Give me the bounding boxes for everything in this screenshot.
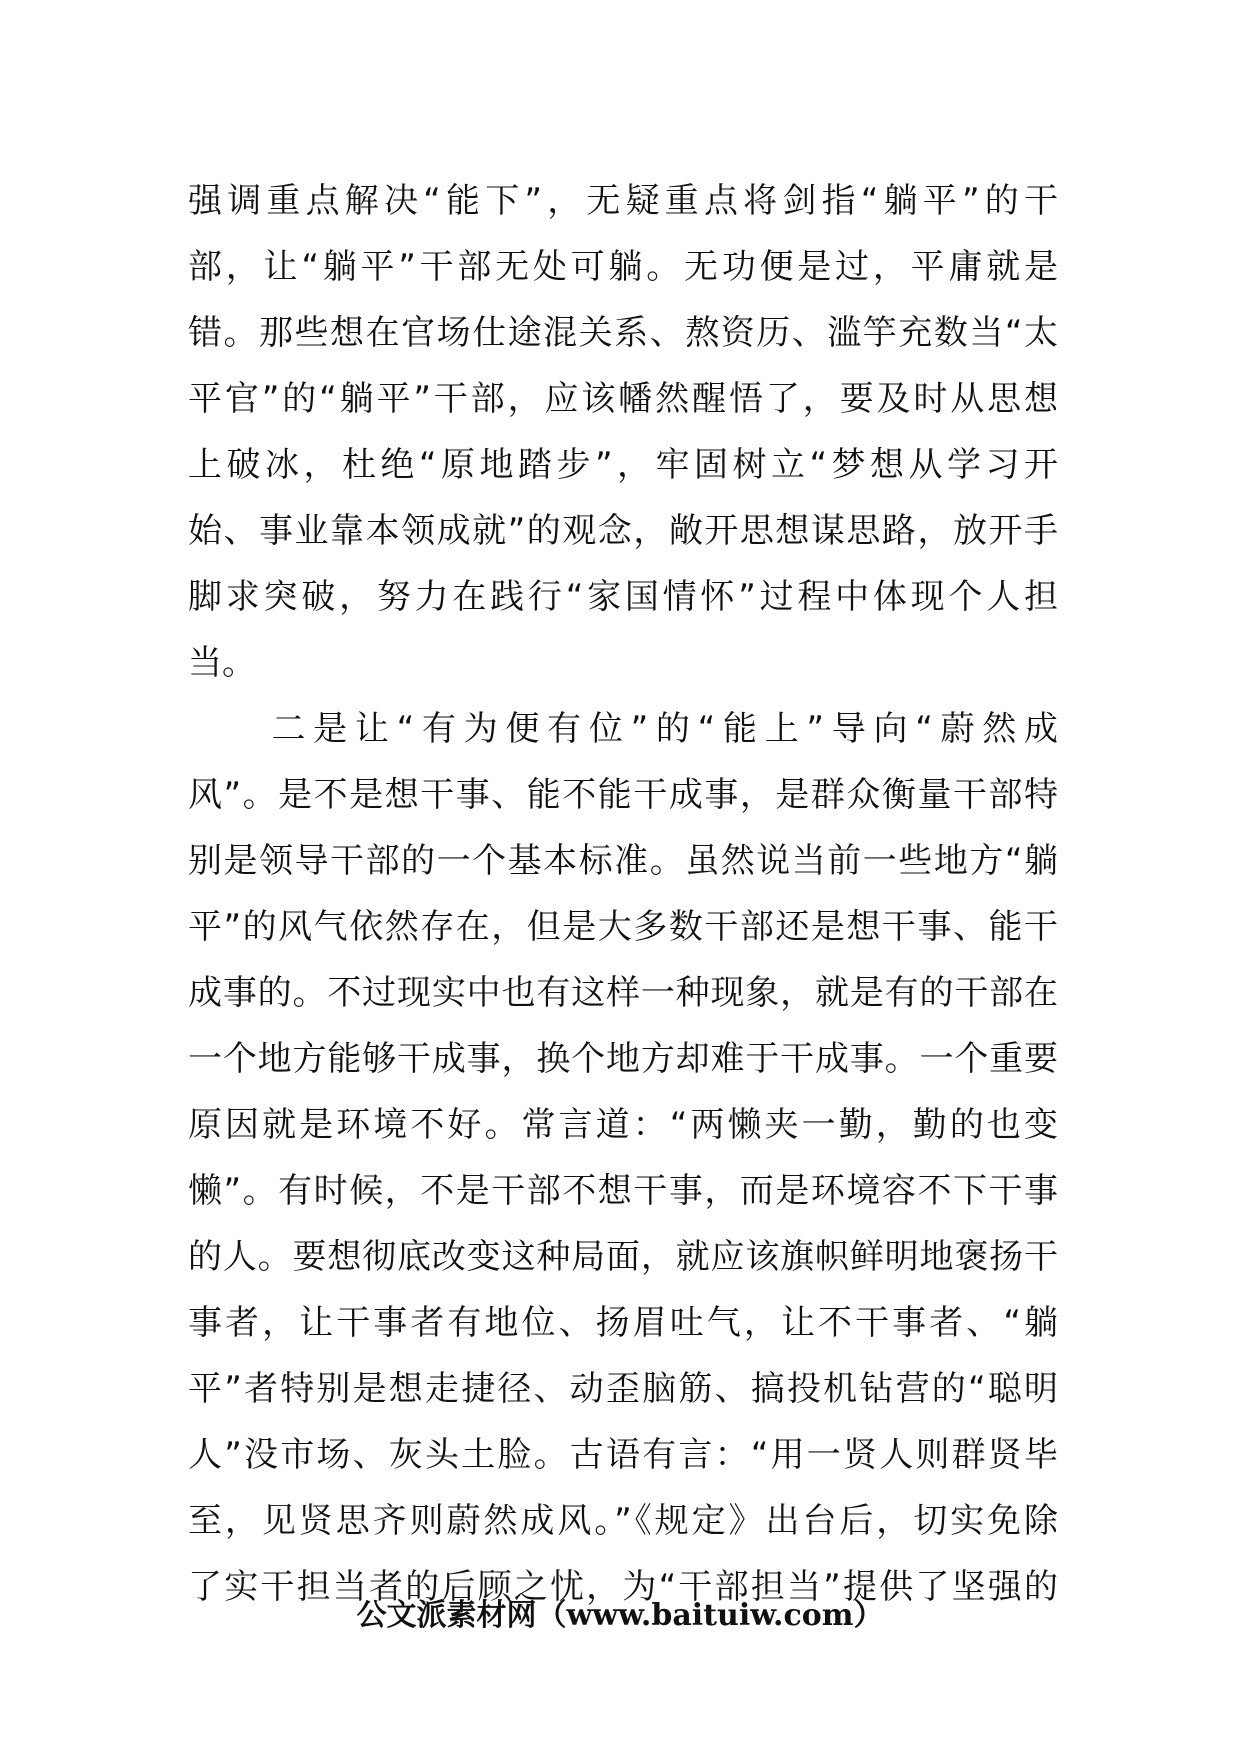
text-line: 平”者特别是想走捷径、动歪脑筋、搞投机钻营的“聪明 xyxy=(188,1369,1058,1409)
text-line: 成事的。不过现实中也有这样一种现象，就是有的干部在 xyxy=(188,973,1058,1013)
text-line: 平官”的“躺平”干部，应该幡然醒悟了，要及时从思想 xyxy=(188,379,1058,419)
text-line: 一个地方能够干成事，换个地方却难于干成事。一个重要 xyxy=(188,1039,1058,1079)
text-line: 始、事业靠本领成就”的观念，敞开思想谋思路，放开手 xyxy=(188,511,1058,551)
text-line: 懒”。有时候，不是干部不想干事，而是环境容不下干事 xyxy=(188,1171,1058,1211)
text-line: 强调重点解决“能下”，无疑重点将剑指“躺平”的干 xyxy=(188,181,1058,221)
text-line-paragraph-end: 当。 xyxy=(188,643,256,683)
text-line: 脚求突破，努力在践行“家国情怀”过程中体现个人担 xyxy=(188,577,1058,617)
body-text xyxy=(188,168,1058,1620)
text-line-paragraph-start: 二是让“有为便有位”的“能上”导向“蔚然成 xyxy=(188,709,1058,749)
text-line: 原因就是环境不好。常言道：“两懒夹一勤，勤的也变 xyxy=(188,1105,1058,1145)
text-line: 别是领导干部的一个基本标准。虽然说当前一些地方“躺 xyxy=(188,841,1058,881)
text-line: 部，让“躺平”干部无处可躺。无功便是过，平庸就是 xyxy=(188,247,1058,287)
text-line: 的人。要想彻底改变这种局面，就应该旗帜鲜明地褒扬干 xyxy=(188,1237,1058,1277)
text-line: 错。那些想在官场仕途混关系、熬资历、滥竽充数当“太 xyxy=(188,313,1058,353)
text-line: 上破冰，杜绝“原地踏步”，牢固树立“梦想从学习开 xyxy=(188,445,1058,485)
text-line: 风”。是不是想干事、能不能干成事，是群众衡量干部特 xyxy=(188,775,1058,815)
text-line: 至，见贤思齐则蔚然成风。”《规定》出台后，切实免除 xyxy=(188,1501,1058,1541)
text-line: 平”的风气依然存在，但是大多数干部还是想干事、能干 xyxy=(188,907,1058,947)
text-line: 事者，让干事者有地位、扬眉吐气，让不干事者、“躺 xyxy=(188,1303,1058,1343)
text-line: 人”没市场、灰头土脸。古语有言：“用一贤人则群贤毕 xyxy=(188,1435,1058,1475)
footer-watermark-text: 公文派素材网（www.baituiw.com） xyxy=(356,1598,884,1633)
text-line: 了实干担当者的后顾之忧，为“干部担当”提供了坚强的 xyxy=(188,1567,1058,1607)
